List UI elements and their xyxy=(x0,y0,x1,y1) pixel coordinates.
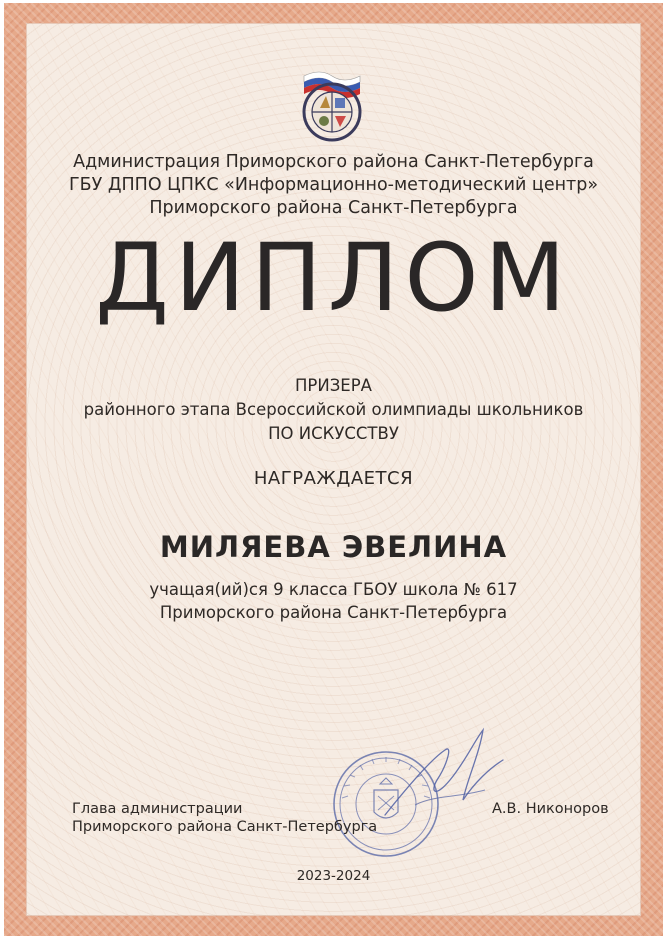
handwritten-signature-icon xyxy=(375,720,515,840)
signatory-district: Приморского района Санкт-Петербурга xyxy=(72,819,378,835)
academic-year: 2023-2024 xyxy=(296,868,371,884)
header-institution: ГБУ ДППО ЦПКС «Информационно-методический центр» xyxy=(68,175,599,195)
recipient-name: МИЛЯЕВА ЭВЕЛИНА xyxy=(159,530,508,564)
olympiad-stage: районного этапа Всероссийской олимпиады школьников xyxy=(83,400,584,419)
header-organization: Администрация Приморского района Санкт-Петербурга xyxy=(73,152,594,172)
award-status: ПРИЗЕРА xyxy=(295,376,372,395)
signatory-name: А.В. Никоноров xyxy=(492,801,609,817)
awarded-label: НАГРАЖДАЕТСЯ xyxy=(253,468,414,489)
diploma-title: ДИПЛОМ xyxy=(95,224,572,333)
header-district: Приморского района Санкт-Петербурга xyxy=(149,198,518,218)
olympiad-subject: ПО ИСКУССТВУ xyxy=(268,424,399,443)
recipient-school: учащая(ий)ся 9 класса ГБОУ школа № 617 xyxy=(149,580,518,599)
recipient-district: Приморского района Санкт-Петербурга xyxy=(159,603,508,622)
olympiad-emblem-icon xyxy=(290,66,374,150)
signatory-position: Глава администрации xyxy=(72,801,243,817)
